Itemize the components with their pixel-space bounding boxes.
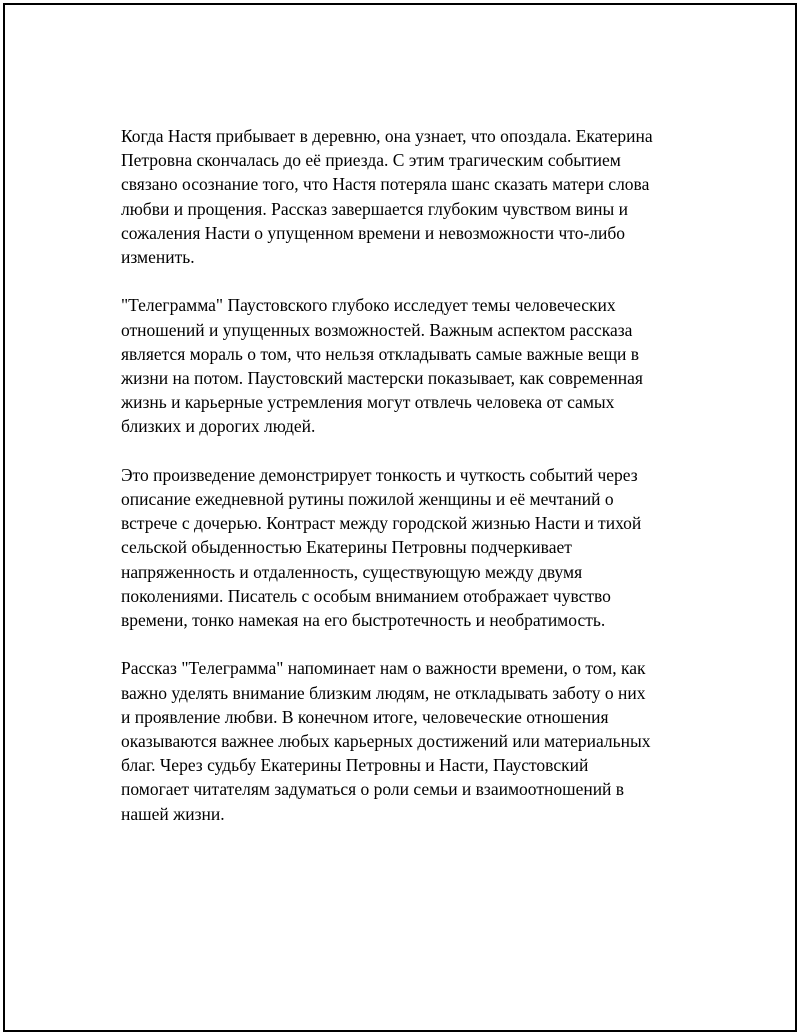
paragraph-4: Рассказ "Телеграмма" напоминает нам о важности времени, о том, как важно уделять внимание близким людям, не откладывать заботу о них и проявление любви. В конечном итоге, человеческие отношения оказываются важнее любых карьерных достижений или материальных благ. Через судьбу Екатерины Петровны и Насти, Паустовский помогает читателям задуматься о роли семьи и взаимоотношений в нашей жизни.: [121, 658, 651, 824]
paragraph-1: Когда Настя прибывает в деревню, она узнает, что опоздала. Екатерина Петровна скончалась до её приезда. С этим трагическим событием связано осознание того, что Настя потеряла шанс сказать матери слова любви и прощения. Рассказ завершается глубоким чувством вины и сожаления Насти о упущенном времени и невозможности что-либо изменить.: [121, 126, 653, 268]
paragraph-3: Это произведение демонстрирует тонкость и чуткость событий через описание ежедневной рутины пожилой женщины и её мечтаний о встрече с дочерью. Контраст между городской жизнью Насти и тихой сельской обыденностью Екатерины Петровны подчеркивает напряженность и отдаленность, существующую между двумя поколениями. Писатель с особым вниманием отображает чувство времени, тонко намекая на его быстротечность и необратимость.: [121, 464, 642, 631]
paragraph-2: "Телеграмма" Паустовского глубоко исследует темы человеческих отношений и упущенных возможностей. Важным аспектом рассказа является мораль о том, что нельзя откладывать самые важные вещи в жизни на потом. Паустовский мастерски показывает, как современная жизнь и карьерные устремления могут отвлечь человека от самых близких и дорогих людей.: [121, 295, 643, 437]
document-body: [121, 124, 691, 850]
page-frame: [3, 3, 797, 1032]
